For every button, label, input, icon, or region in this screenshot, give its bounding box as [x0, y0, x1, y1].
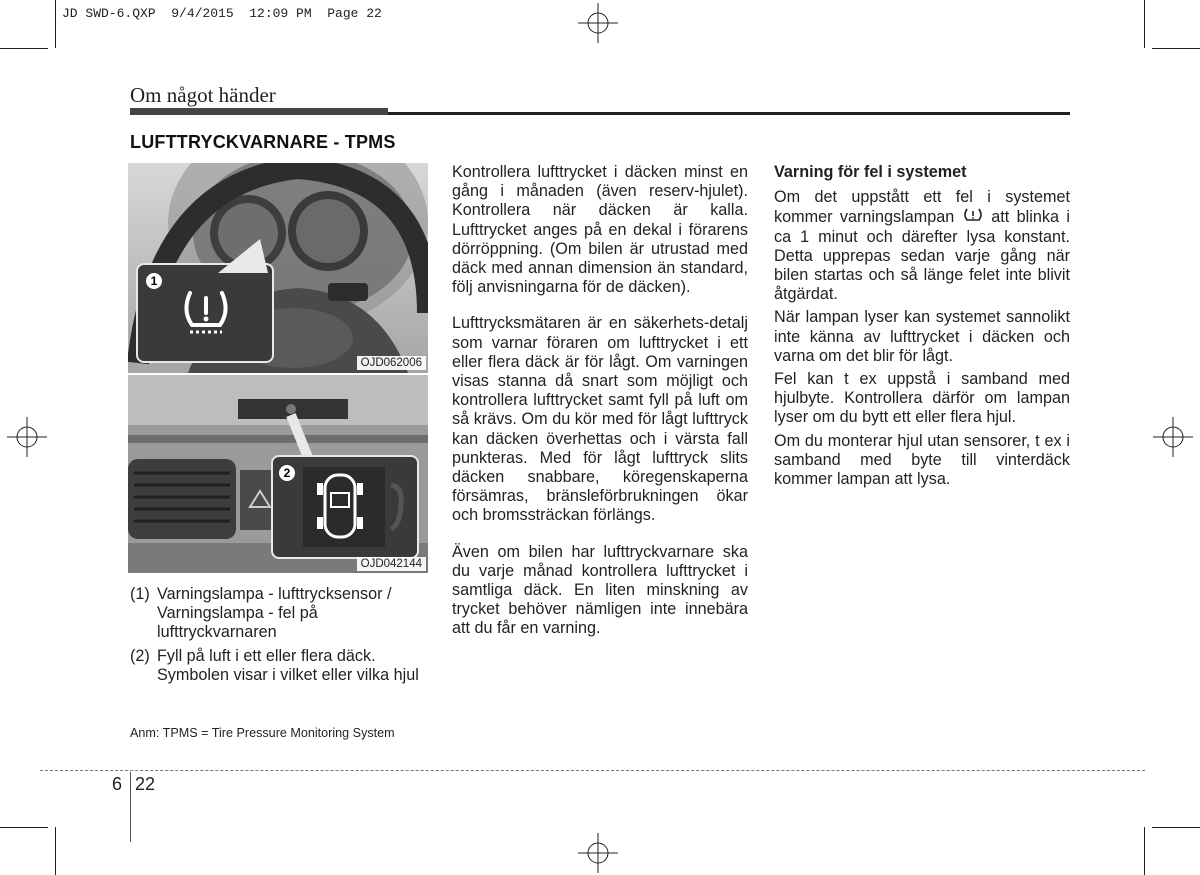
section-title: LUFTTRYCKVARNARE - TPMS: [130, 132, 396, 152]
paragraph: Fel kan t ex uppstå i samband med hjulbyte. Kontrollera därför om lampan lyser om du bytt ett eller flera hjul.: [774, 370, 1070, 427]
callout-pointer: [188, 233, 268, 273]
abbreviation-note: Anm: TPMS = Tire Pressure Monitoring System: [130, 726, 395, 740]
caption-number: (1): [130, 585, 150, 603]
caption-item: [130, 585, 430, 643]
figure-cluster: [128, 163, 428, 373]
chapter-number: 6: [112, 774, 123, 794]
paragraph: Även om bilen har lufttryckvarnare ska du varje månad kontrollera lufttrycket i samtliga däck. En liten minskning av trycket behöver nämligen inte innebära att du får en varning.: [452, 542, 748, 638]
paragraph-text: att blinka i ca 1 minut och därefter lysa konstant. Detta upprepas sedan varje gång när bilen startas och så länge felet inte blivit åtgärdat.: [774, 208, 1071, 304]
figure-center-display: [128, 375, 428, 573]
footer-divider: [130, 772, 131, 842]
subsection-heading: Varning för fel i systemet: [774, 163, 967, 181]
callout-box-tpms-lamp: [136, 263, 274, 363]
caption-text: Fyll på luft i ett eller flera däck. Symbolen visar i vilket eller vilka hjul: [157, 646, 419, 684]
car-tire-icon: [303, 467, 408, 547]
callout-box-tire-display: [271, 455, 419, 559]
page-number: 22: [135, 774, 156, 794]
paragraph: Om du monterar hjul utan sensorer, t ex i samband med byte till vinterdäck kommer lampan att lysa.: [774, 431, 1070, 489]
body-column-right: [774, 163, 1070, 493]
header-rule-accent: [130, 108, 388, 115]
print-slug: JD SWD-6.QXP 9/4/2015 12:09 PM Page 22: [62, 6, 382, 21]
callout-badge: 1: [146, 273, 162, 289]
paragraph-text: Om det uppstått ett fel i systemet kommer varningslampan: [774, 188, 1070, 227]
tpms-lamp-inline-icon: [962, 207, 984, 223]
caption-number: (2): [130, 646, 150, 665]
callout-badge: 2: [279, 465, 295, 481]
footer-rule: [40, 770, 1145, 771]
paragraph: [774, 188, 1070, 304]
figure-captions: [130, 585, 430, 689]
figure-code-bottom: OJD042144: [357, 557, 426, 571]
paragraph: Lufttrycksmätaren är en säkerhets-detalj som varnar föraren om lufttrycket i ett eller flera däck är för lågt. Om varningen visas stanna då snart som möjligt och kontrollera lufttrycket samt fyll på luft om så krävs. Om du kör med för lågt lufttryck kan däcken överhettas och i värsta fall punkteras. Med för lågt lufttryck slits däcken snabbare, köregenskaperna försämras, bränsleförbrukningen ökar och bromssträckan förlängs.: [452, 314, 748, 525]
figure-code-top: OJD062006: [357, 356, 426, 370]
tpms-warning-icon: [180, 285, 232, 337]
caption-item: [130, 647, 430, 685]
chapter-header-title: Om något händer: [130, 83, 276, 107]
paragraph: När lampan lyser kan systemet sannolikt inte känna av lufttrycket i däcken och varna om det blir för lågt.: [774, 308, 1070, 365]
body-column-middle: [452, 163, 748, 656]
caption-text: Varningslampa - lufttrycksensor / Varningslampa - fel på lufttryckvarnaren: [157, 585, 392, 642]
paragraph: Kontrollera lufttrycket i däcken minst en gång i månaden (även reserv-hjulet). Kontrollera när däcken är kalla. Lufttrycket anges på en dekal i förarens dörröppning. (Om bilen är utrustad med däck med annan dimension än standard, följ anvisningarna för de däcken).: [452, 163, 748, 297]
